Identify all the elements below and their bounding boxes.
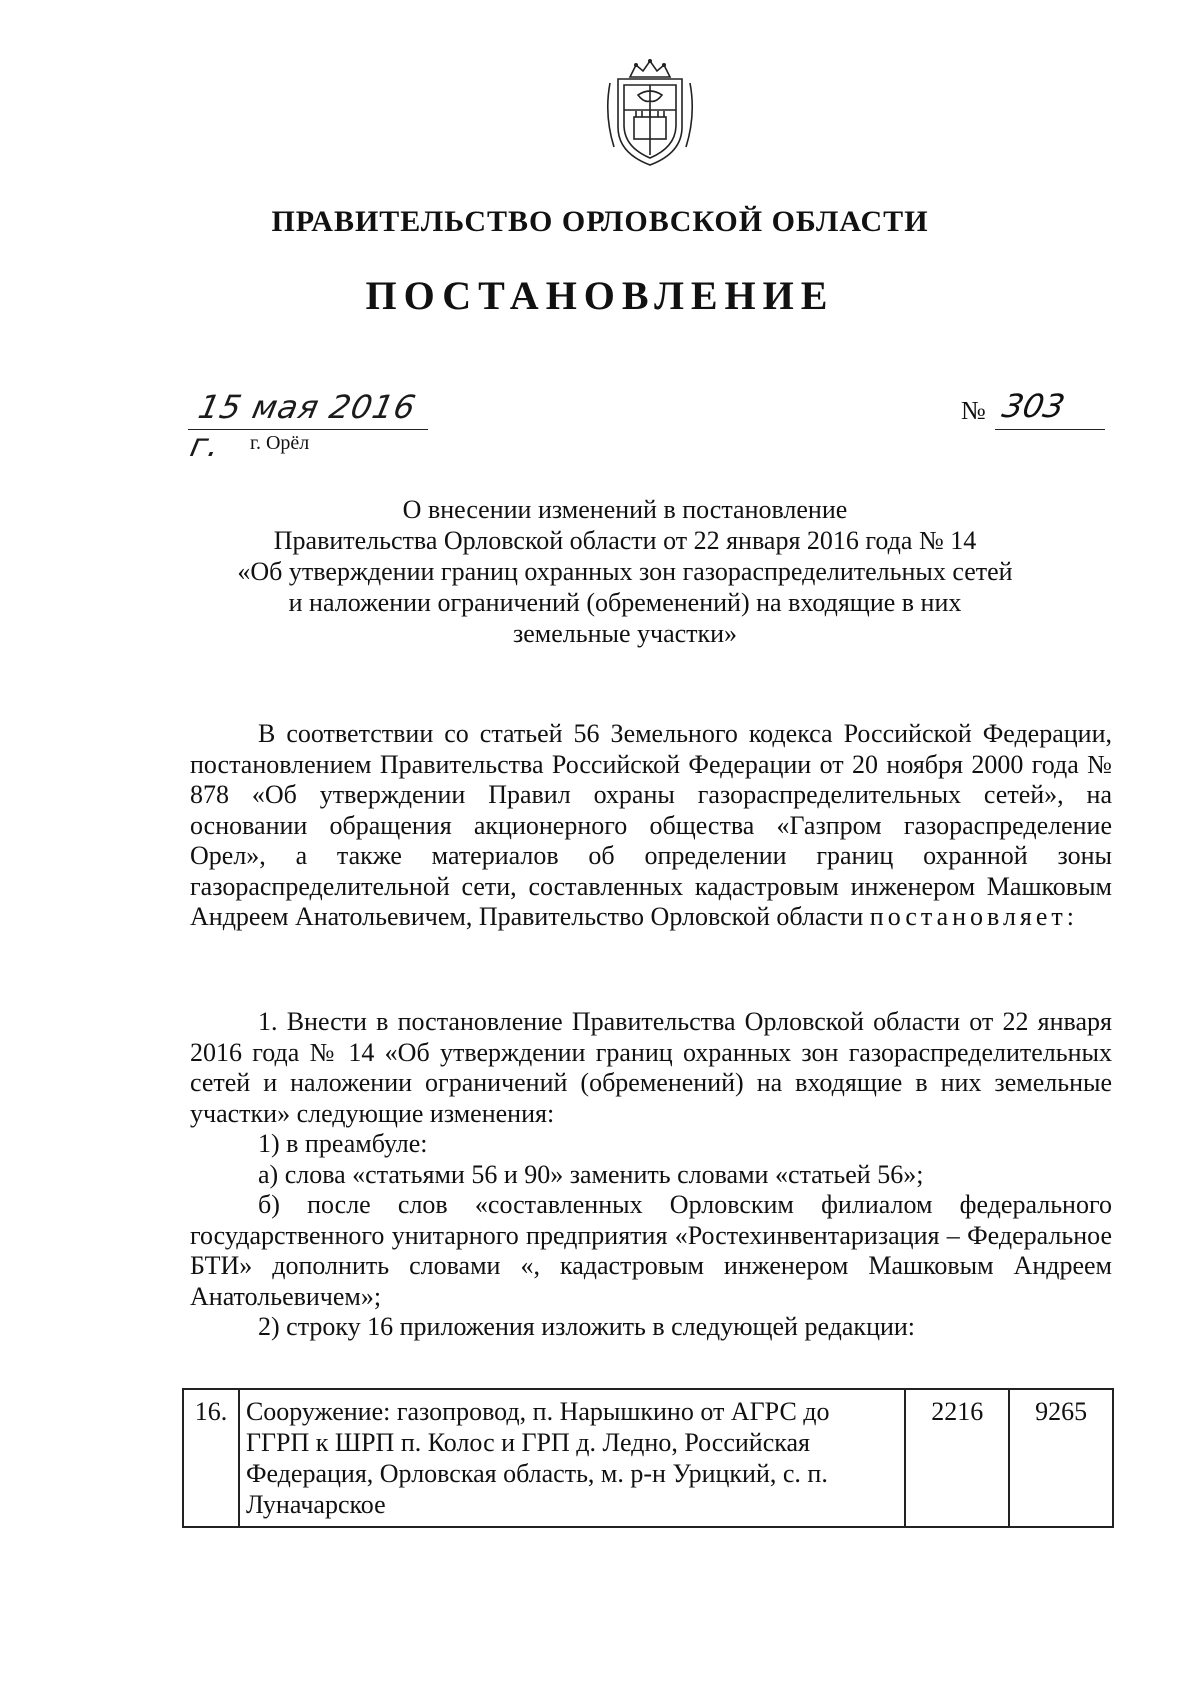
- number-underline: [995, 429, 1105, 430]
- item-1-paragraph: 1. Внести в постановление Правительства Орловской области от 22 января 2016 года № 14 «Об утверждении границ охранных зон газораспределительных сетей и наложении ограничений (обременений) на входящие в них земельные участки» следующие изменения:: [190, 1007, 1112, 1128]
- subject-line: земельные участки»: [512, 619, 738, 648]
- preamble-paragraph: [190, 719, 1112, 933]
- coat-of-arms-emblem: [600, 55, 700, 170]
- annex-table: [182, 1388, 1114, 1528]
- preamble-section: [190, 719, 1112, 933]
- item-1-2-paragraph: 2) строку 16 приложения изложить в следующей редакции:: [258, 1312, 916, 1341]
- city-label: г. Орёл: [250, 432, 310, 454]
- decree-word: постановляет:: [869, 902, 1079, 931]
- number-sign: №: [961, 396, 986, 425]
- table-row: [183, 1389, 1113, 1527]
- handwritten-number: 303: [998, 387, 1069, 425]
- subject-line: Правительства Орловской области от 22 января 2016 года № 14: [273, 526, 977, 555]
- date-underline: [188, 429, 428, 430]
- table-cell-value-2: 9265: [1009, 1389, 1113, 1527]
- subject-line: О внесении изменений в постановление: [402, 495, 848, 524]
- document-type-title: ПОСТАНОВЛЕНИЕ: [365, 273, 835, 318]
- subject-heading: [220, 494, 1030, 649]
- table-cell-value-1: 2216: [905, 1389, 1009, 1527]
- preamble-text: В соответствии со статьей 56 Земельного кодекса Российской Федерации, постановлением Правительства Российской Федерации от 20 ноября 2000 года № 878 «Об утверждении Правил охраны газораспределительных сетей», на основании обращения акционерного общества «Газпром газораспределение Орел», а также материалов об определении границ охранной зоны газораспределительной сети, составленных кадастровым инженером Машковым Андреем Анатольевичем, Правительство Орловской области: [190, 719, 1112, 931]
- subject-line: и наложении ограничений (обременений) на входящие в них: [288, 588, 962, 617]
- item-1-1b-paragraph: б) после слов «составленных Орловским филиалом федерального государственного унитарного предприятия «Ростехинвентаризация – Федеральное БТИ» дополнить словами «, кадастровым инженером Машковым Андреем Анатольевичем»;: [190, 1190, 1112, 1311]
- handwritten-date: 15 мая 2016 г.: [186, 388, 420, 464]
- amendments-section: [190, 1007, 1112, 1343]
- item-1-1-paragraph: 1) в преамбуле:: [258, 1129, 428, 1158]
- organization-title: ПРАВИТЕЛЬСТВО ОРЛОВСКОЙ ОБЛАСТИ: [271, 205, 929, 238]
- subject-line: «Об утверждении границ охранных зон газораспределительных сетей: [237, 557, 1013, 586]
- table-cell-number: 16.: [183, 1389, 239, 1527]
- table-cell-name: Сооружение: газопровод, п. Нарышкино от АГРС до ГГРП к ШРП п. Колос и ГРП д. Ледно, Российская Федерация, Орловская область, м. р-н Урицкий, с. п. Луначарское: [239, 1389, 905, 1527]
- item-1-1a-paragraph: а) слова «статьями 56 и 90» заменить словами «статьей 56»;: [258, 1159, 924, 1189]
